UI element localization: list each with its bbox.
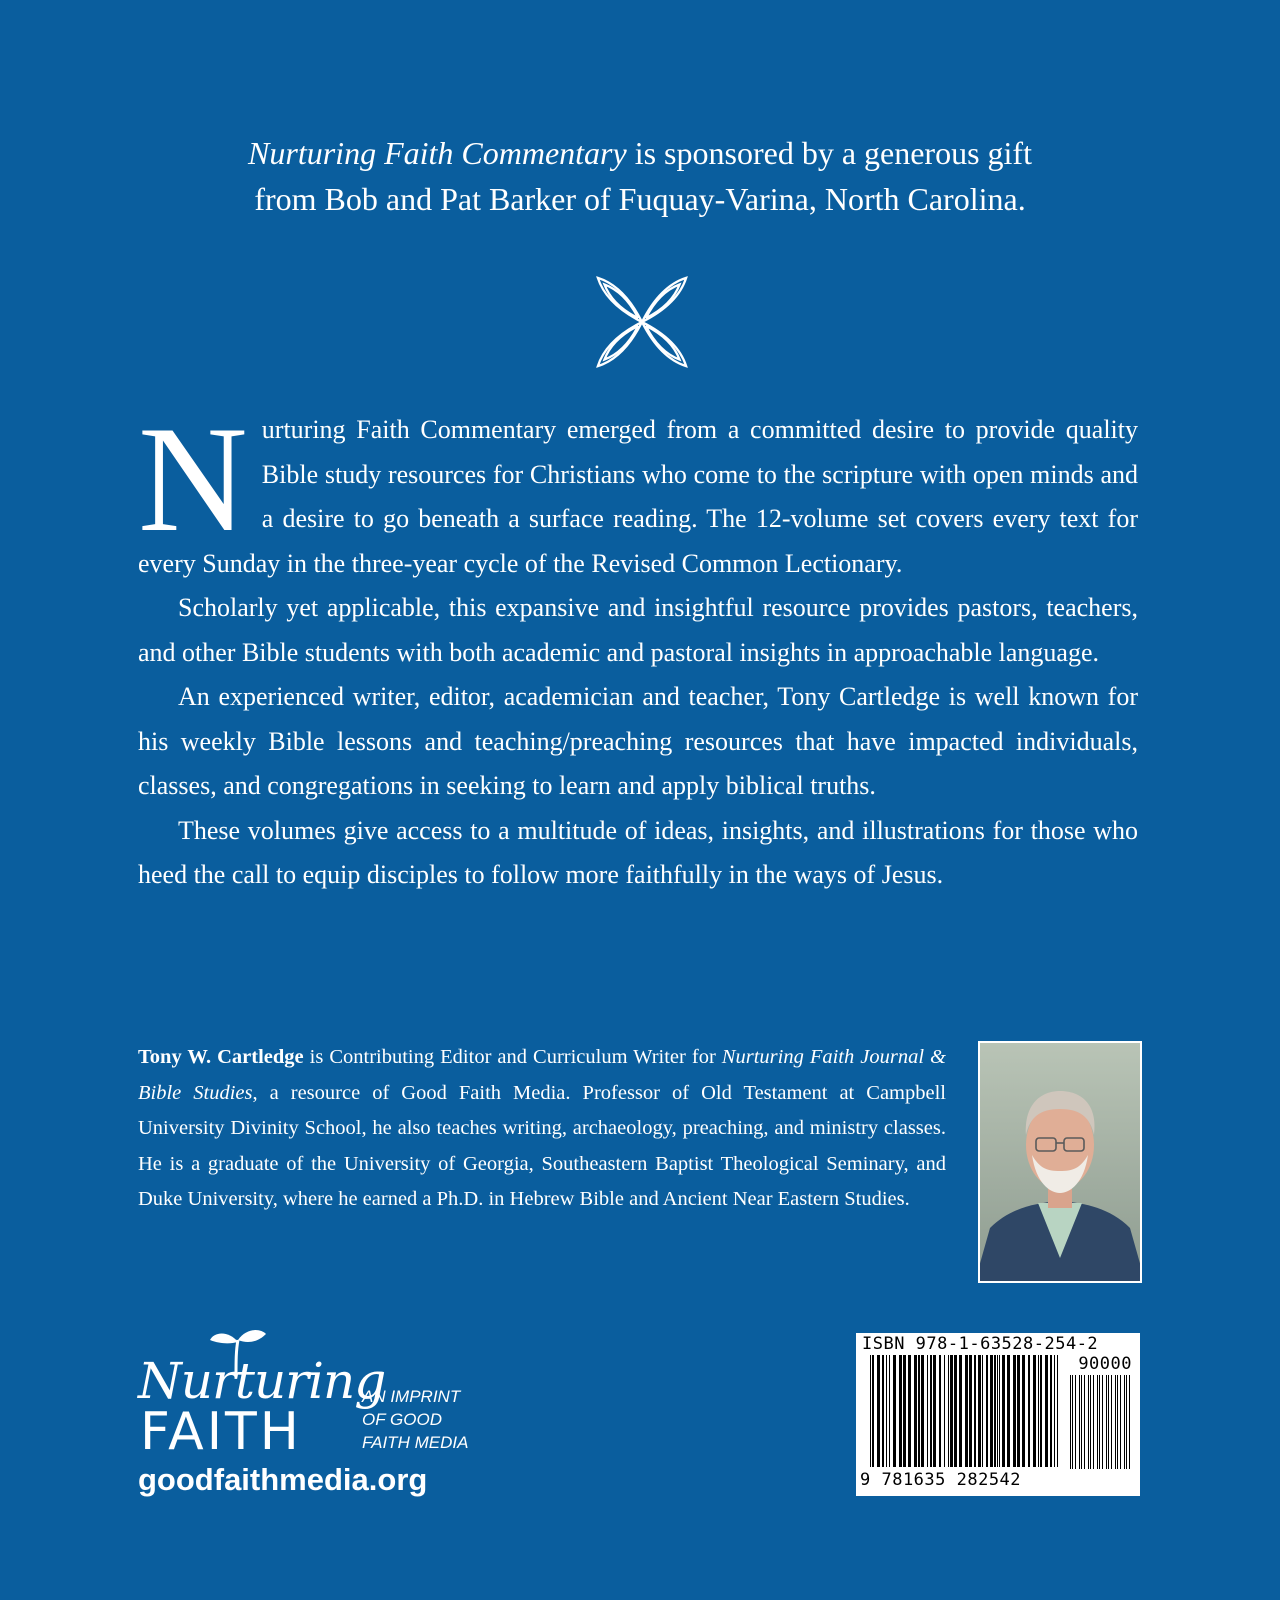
author-name: Tony W. Cartledge — [138, 1046, 304, 1068]
barcode-bar — [1075, 1375, 1076, 1469]
barcode-bar — [1097, 1375, 1098, 1469]
barcode-bar — [1106, 1375, 1107, 1469]
barcode-bar — [1126, 1375, 1127, 1469]
barcode-bar — [939, 1355, 941, 1467]
barcode-bar — [1079, 1375, 1080, 1469]
journal-title: Nurturing Faith Journal & Bible Studies — [138, 1046, 947, 1104]
author-photo — [978, 1041, 1142, 1283]
barcode-bar — [1033, 1355, 1036, 1467]
publisher-url: goodfaithmedia.org — [138, 1462, 428, 1497]
barcode-bar — [1002, 1355, 1005, 1467]
barcode-bar — [1117, 1375, 1118, 1469]
drop-cap: N — [138, 395, 248, 563]
quatrefoil-ornament-icon — [595, 275, 689, 369]
commentary-title: Nurturing Faith Commentary — [248, 135, 627, 171]
barcode-bar — [950, 1355, 953, 1467]
barcode-bar — [1115, 1375, 1116, 1469]
isbn-barcode — [856, 1333, 1140, 1496]
barcode-bar — [877, 1355, 880, 1467]
addon-barcode-bars — [1070, 1375, 1132, 1469]
barcode-bar — [999, 1355, 1000, 1467]
barcode-bar — [870, 1355, 871, 1467]
barcode-bar — [908, 1355, 911, 1467]
barcode-bar — [1045, 1355, 1048, 1467]
barcode-bar — [1028, 1355, 1030, 1467]
barcode-bar — [1124, 1375, 1125, 1469]
barcode-bar — [1050, 1355, 1052, 1467]
barcode-bar — [1090, 1375, 1091, 1469]
barcode-bar — [965, 1355, 968, 1467]
barcode-bar — [997, 1355, 998, 1467]
description-paragraph-4: These volumes give access to a multitude of ideas, insights, and illustrations for those who heed the call to equip disciples to follow more faithfully in the ways of Jesus. — [138, 815, 1138, 889]
barcode-bar — [1102, 1375, 1103, 1469]
barcode-digits: 9 781635 282542 — [860, 1470, 1022, 1490]
barcode-bar — [899, 1355, 902, 1467]
barcode-bar — [986, 1355, 988, 1467]
barcode-bar — [1111, 1375, 1112, 1469]
barcode-bar — [1057, 1355, 1058, 1467]
sponsor-note — [0, 130, 1280, 222]
barcode-bar — [927, 1355, 928, 1467]
imprint-note: AN IMPRINT OF GOOD FAITH MEDIA — [362, 1387, 469, 1452]
barcode-bar — [1013, 1355, 1016, 1467]
barcode-bar — [969, 1355, 972, 1467]
barcode-bar — [974, 1355, 976, 1467]
barcode-bar — [982, 1355, 983, 1467]
logo-script-text: Nurturing — [138, 1352, 386, 1410]
author-bio: Tony W. Cartledge is Contributing Editor and Curriculum Writer for Nurturing Faith Journal & Bible Studies, a resource of Good Faith Media. Professor of Old Testament at Campbell University Divinity School, he also teaches writing, archaeology, preaching, and ministry classes. He is a graduate of the University of Georgia, Southeastern Baptist Theological Seminary, and Duke University, where he earned a Ph.D. in Hebrew Bible and Ancient Near Eastern Studies. — [138, 1046, 947, 1210]
barcode-bar — [948, 1355, 949, 1467]
logo-caps-text: FAITH — [140, 1402, 302, 1462]
barcode-bar — [1040, 1355, 1042, 1467]
barcode-bar — [889, 1355, 890, 1467]
barcode-bar — [914, 1355, 917, 1467]
barcode-bar — [1038, 1355, 1039, 1467]
barcode-bar — [978, 1355, 981, 1467]
barcode-bar — [918, 1355, 920, 1467]
barcode-bar — [1088, 1375, 1089, 1469]
barcode-bar — [1093, 1375, 1094, 1469]
barcode-bar — [1081, 1375, 1082, 1469]
barcode-bar — [1017, 1355, 1020, 1467]
barcode-bar — [954, 1355, 957, 1467]
sponsor-line-1: Nurturing Faith Commentary is sponsored by a generous gift — [248, 135, 1032, 171]
barcode-bar — [933, 1355, 936, 1467]
isbn-text: ISBN 978-1-63528-254-2 — [862, 1334, 1099, 1354]
barcode-bar — [1054, 1355, 1055, 1467]
description-paragraph-3: An experienced writer, editor, academician and teacher, Tony Cartledge is well known for his weekly Bible lessons and teaching/preaching resources that have impacted individuals, classes, and congregations in seeking to learn and apply biblical truths. — [138, 682, 1138, 800]
barcode-bar — [903, 1355, 906, 1467]
barcode-bar — [872, 1355, 874, 1467]
barcode-bar — [1072, 1375, 1073, 1469]
barcode-bar — [886, 1355, 887, 1467]
barcode-bar — [1070, 1375, 1071, 1469]
barcode-bar — [990, 1355, 993, 1467]
barcode-bar — [921, 1355, 924, 1467]
book-description — [138, 395, 1138, 898]
price-addon-text: 90000 — [1078, 1354, 1132, 1374]
barcode-bar — [1099, 1375, 1100, 1469]
barcode-bar — [882, 1355, 884, 1467]
barcode-bar — [1120, 1375, 1121, 1469]
barcode-bar — [1084, 1375, 1085, 1469]
description-paragraph-1: Nurturing Faith Commentary emerged from a committed desire to provide quality Bible study resources for Christians who come to the scripture with open minds and a desire to go beneath a surface reading. The 12-volume set covers every text for every Sunday in the three-year cycle of the Revised Common Lectionary. — [138, 395, 1138, 578]
barcode-bars — [870, 1355, 1060, 1467]
barcode-bar — [1108, 1375, 1109, 1469]
barcode-bar — [1022, 1355, 1025, 1467]
description-paragraph-2: Scholarly yet applicable, this expansive and insightful resource provides pastors, teachers, and other Bible students with both academic and pastoral insights in approachable language. — [138, 593, 1138, 667]
barcode-bar — [893, 1355, 896, 1467]
barcode-bar — [1007, 1355, 1010, 1467]
sponsor-line-2: from Bob and Pat Barker of Fuquay-Varina, North Carolina. — [254, 181, 1026, 217]
barcode-bar — [930, 1355, 932, 1467]
barcode-bar — [944, 1355, 945, 1467]
barcode-bar — [959, 1355, 962, 1467]
barcode-bar — [1129, 1375, 1130, 1469]
barcode-bar — [994, 1355, 996, 1467]
